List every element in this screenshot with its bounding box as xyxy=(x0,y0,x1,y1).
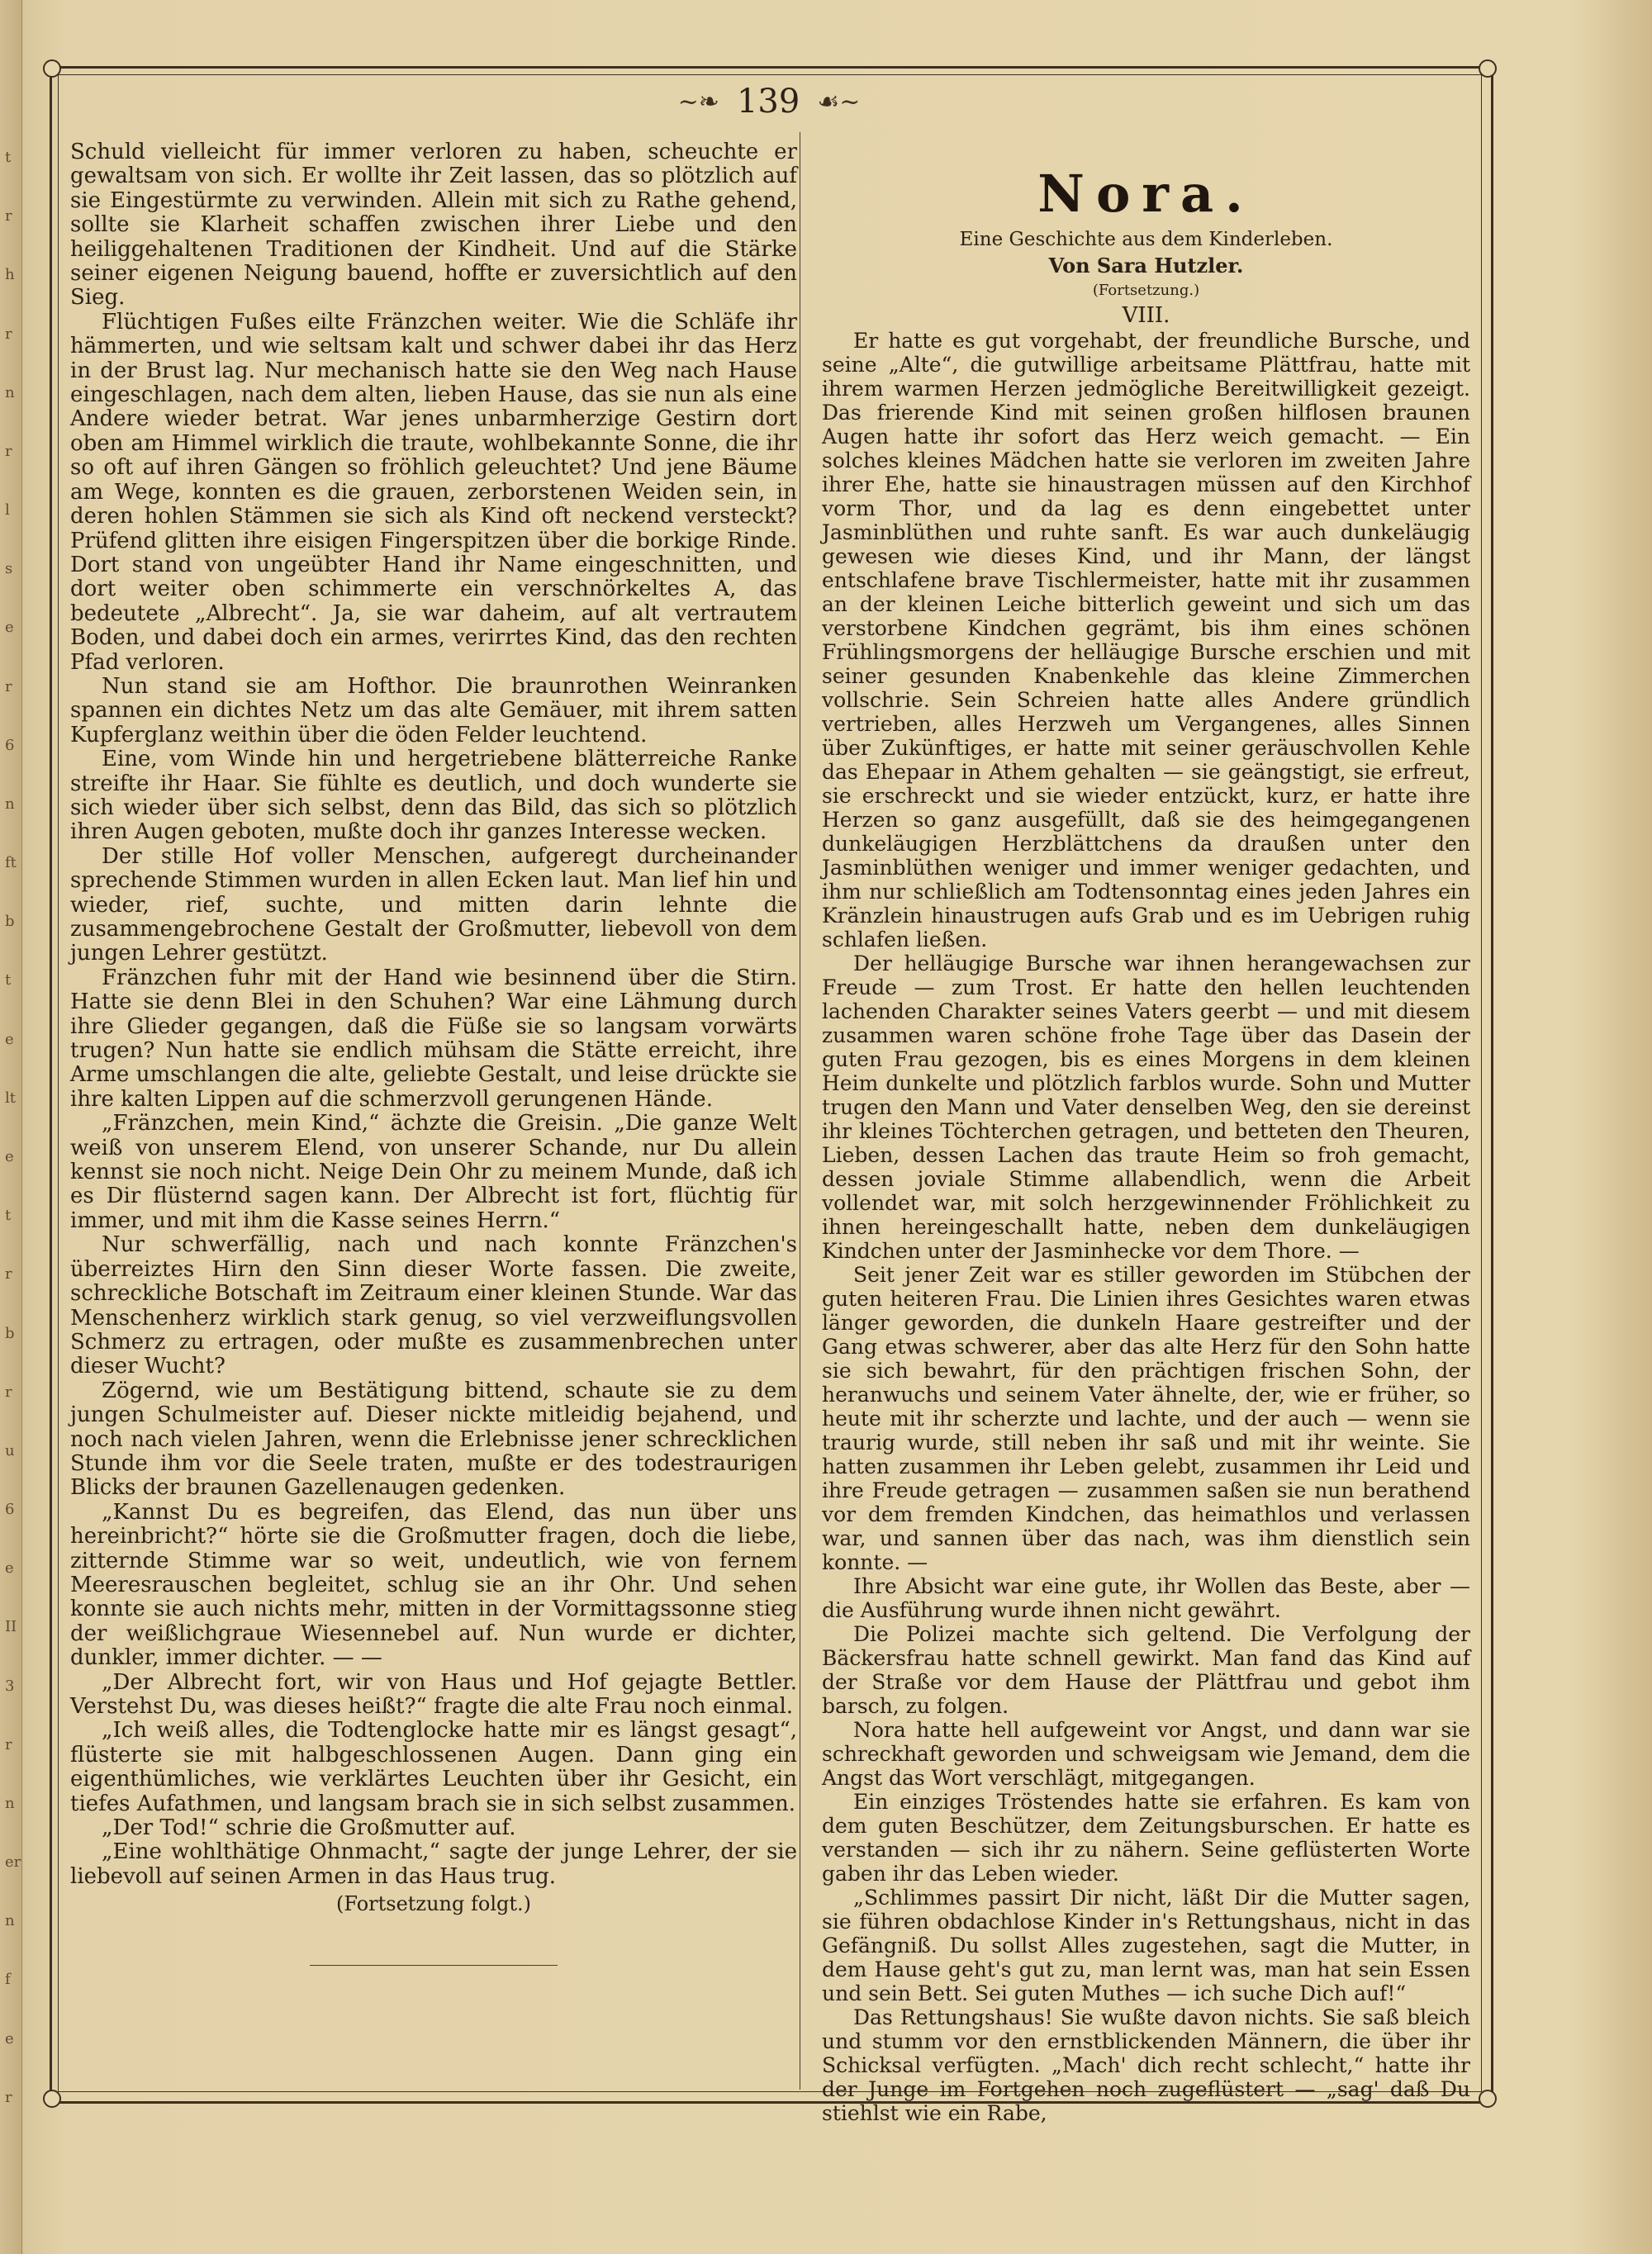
margin-letter: ft xyxy=(5,854,17,872)
margin-letter: n xyxy=(5,795,15,813)
paragraph: Schuld vielleicht für immer verloren zu haben, scheuchte er gewaltsam von sich. Er wollte ihr Zeit lassen, das so plötzlich auf sie Eingestürmte zu verwinden. Allein mit sich zu Rathe gehend, sollte sie Klarheit schaffen zwischen ihrer Liebe und den heiliggehaltenen Traditionen der Kindheit. Und auf die Stärke seiner eigenen Neigung bauend, hoffte er zuversichtlich auf den Sieg. xyxy=(70,140,797,311)
margin-letter: 6 xyxy=(5,1501,15,1519)
margin-letter: r xyxy=(5,1735,12,1753)
frame-corner-ornament xyxy=(1479,2090,1497,2108)
end-rule xyxy=(310,1965,558,1966)
margin-letter: e xyxy=(5,1030,14,1048)
paragraph: Der stille Hof voller Menschen, aufgeregt durcheinander sprechende Stimmen wurden in allen Ecken laut. Man lief hin und wieder, rief, suchte, und mitten darin lehnte die zusammengebrochene Gestalt der Großmutter, liebevoll von dem jungen Lehrer gestützt. xyxy=(70,843,797,966)
paragraph: Flüchtigen Fußes eilte Fränzchen weiter. Wie die Schläfe ihr hämmerten, und wie seltsam kalt und schwer dabei ihr das Herz in der Brust lag. Nur mechanisch hatte sie den Weg nach Hause eingeschlagen, nach dem alten, lieben Hause, das sie nun als eine Andere wieder betrat. War jenes unbarmherzige Gestirn dort oben am Himmel wirklich die traute, wohlbekannte Sonne, die ihr so oft auf ihren Gängen so fröhlich geleuchtet? Und jene Bäume am Wege, konnten es die grauen, zerborstenen Weiden sein, in deren hohlen Stämmen sie sich als Kind oft neckend versteckt? Prüfend glitten ihre eisigen Fingerspitzen über die borkige Rinde. Dort stand von ungeübter Hand ihr Name eingeschnitten, und dort weiter oben schimmerte ein verschnörkeltes A, das bedeutete „Albrecht“. Ja, sie war daheim, auf alt vertrautem Boden, und dabei doch ein armes, verirrtes Kind, das den rechten Pfad verloren. xyxy=(70,309,797,675)
margin-letter: r xyxy=(5,1265,12,1284)
left-flourish-icon: ~❧ xyxy=(677,87,719,116)
margin-letter: lt xyxy=(5,1089,16,1107)
margin-letter: II xyxy=(5,1618,17,1636)
paragraph: Er hatte es gut vorgehabt, der freundliche Bursche, und seine „Alte“, die gutwillige arbeitsame Plättfrau, hatte mit ihrem warmen Herzen jedmögliche Bereitwilligkeit gezeigt. Das frierende Kind mit seinen großen hilflosen braunen Augen hatte ihr sofort das Herz weich gemacht. — Ein solches kleines Mädchen hatte sie verloren im zweiten Jahre ihrer Ehe, hatte sie hinaustragen müssen auf den Kirchhof vorm Thor, und da lag es denn eingebettet unter Jasminblüthen und ruhte sanft. Es war auch dunkeläugig gewesen wie dieses Kind, und ihr Mann, der längst entschlafene brave Tischlermeister, hatte mit ihr zusammen an der kleinen Leiche bitterlich geweint und sich um das verstorbene Kindchen gegrämt, bis ihm eines schönen Frühlingsmorgens der helläugige Bursche erschien und mit seiner gesunden Knabenkehle das kleine Zimmerchen vollschrie. Sein Schreien hatte alles Andere gründlich vertrieben, alles Herzweh um Vergangenes, alles Sinnen über Zukünftiges, er hatte mit seiner geräuschvollen Kehle das Ehepaar in Athem gehalten — sie geängstigt, sie erfreut, sie erschreckt und sie wieder entzückt, kurz, er hatte ihre Herzen so ganz ausgefüllt, daß sie des heimgegangenen dunkeläugigen Herzblättchens da draußen unter den Jasminblüthen weniger und immer weniger gedachten, und ihm nur schließlich am Todtensonntag eines jeden Jahres ein Kränzlein hinaustrugen aufs Grab und es im Uebrigen ruhig schlafen ließen. xyxy=(822,329,1470,951)
margin-letter: b xyxy=(5,1324,15,1342)
margin-letter: e xyxy=(5,2029,14,2048)
page-number: 139 xyxy=(736,83,800,121)
adjacent-page-strip xyxy=(0,0,22,2254)
margin-letter: r xyxy=(5,677,12,695)
margin-letter: e xyxy=(5,1148,14,1165)
paragraph: Die Polizei machte sich geltend. Die Verfolgung der Bäckersfrau hatte schnell gewirkt. Man fand das Kind auf der Straße vor dem Hause der Plättfrau und gebot ihm barsch, zu folgen. xyxy=(822,1622,1470,1718)
paragraph: „Fränzchen, mein Kind,“ ächzte die Greisin. „Die ganze Welt weiß von unserem Elend, von unserer Schande, nur Du allein kennst sie noch nicht. Neige Dein Ohr zu meinem Munde, daß ich es Dir flüsternd sagen kann. Der Albrecht ist fort, flüchtig für immer, und mit ihm die Kasse seines Herrn.“ xyxy=(70,1111,797,1233)
margin-letter: r xyxy=(5,325,12,343)
chapter-number: VIII. xyxy=(1122,303,1170,328)
margin-letter: r xyxy=(5,207,12,225)
continuation-label: (Fortsetzung.) xyxy=(1092,282,1200,299)
margin-letter: e xyxy=(5,619,14,637)
paragraph: Nun stand sie am Hofthor. Die braunrothen Weinranken spannen ein dichtes Netz um das alte Gemäuer, mit ihrem satten Kupferglanz weithin über die öden Felder leuchtend. xyxy=(70,673,797,747)
paragraph: Eine, vom Winde hin und hergetriebene blätterreiche Ranke streifte ihr Haar. Sie fühlte es deutlich, und doch wunderte sie sich wieder über sich selbst, denn das Bild, das sich so plötzlich ihren Augen geboten, mußte doch ihr ganzes Interesse wecken. xyxy=(70,747,797,845)
paragraph: Der helläugige Bursche war ihnen herangewachsen zur Freude — zum Trost. Er hatte den hellen leuchtenden lachenden Charakter seines Vaters geerbt — und mit diesem zusammen waren schöne frohe Tage über das Dasein der guten Frau gezogen, bis es eines Morgens in dem kleinen Heim dunkelte und plötzlich farblos wurde. Sohn und Mutter trugen den Mann und Vater denselben Weg, den sie dereinst ihr kleines Töchterchen getragen, und betteten den Theuren, Lieben, dessen Lachen das traute Heim so froh gemacht, dessen joviale Stimme allabendlich, wenn die Arbeit vollendet war, mit solch herzgewinnender Fröhlichkeit zu ihnen hereingeschallt hatte, neben dem dunkeläugigen Kindchen unter der Jasminhecke vor dem Thore. — xyxy=(822,951,1470,1263)
paragraph: Seit jener Zeit war es stiller geworden im Stübchen der guten heiteren Frau. Die Linien ihres Gesichtes waren etwas länger geworden, die dunkeln Haare gestreifter und der Gang etwas schwerer, aber das alte Herz für den Sohn hatte sie sich bewahrt, für den prächtigen frischen Sohn, der heranwuchs und seinem Vater ähnelte, der, wie er früher, so heute mit ihr scherzte und lachte, und der auch — wenn sie traurig wurde, still neben ihr saß und mit ihr weinte. Sie hatten zusammen ihr Leben gelebt, zusammen ihr Leid und ihre Freude getragen — zusammen saßen sie nun berathend vor dem fremden Kindchen, das heimathlos und verlassen war, und sannen über das nach, was ihm dienstlich sein konnte. — xyxy=(822,1263,1470,1574)
frame-corner-ornament xyxy=(1479,59,1497,78)
paragraph: Nora hatte hell aufgeweint vor Angst, und dann war sie schreckhaft geworden und schweigsam wie Jemand, dem die Angst das Wort verschlägt, mitgegangen. xyxy=(822,1718,1470,1790)
right-column xyxy=(822,165,1470,2125)
paragraph: Ihre Absicht war eine gute, ihr Wollen das Beste, aber — die Ausführung wurde ihnen nicht gewährt. xyxy=(822,1574,1470,1622)
margin-letter: n xyxy=(5,383,15,401)
margin-letter: 3 xyxy=(5,1677,15,1695)
margin-letter: b xyxy=(5,913,15,931)
margin-letter: u xyxy=(5,1441,15,1459)
frame-corner-ornament xyxy=(43,2090,61,2108)
margin-letter: r xyxy=(5,1383,12,1401)
paragraph: „Der Tod!“ schrie die Großmutter auf. xyxy=(102,1815,516,1841)
paragraph: Das Rettungshaus! Sie wußte davon nichts. Sie saß bleich und stumm vor den ernstblickenden Männern, die über ihr Schicksal verfügten. „Mach' dich recht schlecht,“ hatte ihr der Junge im Fortgehen noch zugeflüstert — „sag' daß Du stiehlst wie ein Rabe, xyxy=(822,2005,1470,2125)
margin-letter: t xyxy=(5,1207,12,1225)
margin-letter: n xyxy=(5,1794,15,1812)
margin-letter: f xyxy=(5,1971,11,1989)
frame-corner-ornament xyxy=(43,59,61,78)
margin-letter: s xyxy=(5,560,13,578)
paragraph: „Schlimmes passirt Dir nicht, läßt Dir die Mutter sagen, sie führen obdachlose Kinder in's Rettungshaus, nicht in das Gefängniß. Du sollst Alles zugestehen, sagt die Mutter, in dem Hause geht's gut zu, man lernt was, man hat sein Essen und sein Bett. Sei guten Muthes — ich suche Dich auf!“ xyxy=(822,1886,1470,2005)
margin-letter: n xyxy=(5,1912,15,1930)
paragraph: „Eine wohlthätige Ohnmacht,“ sagte der junge Lehrer, der sie liebevoll auf seinen Armen in das Haus trug. xyxy=(70,1839,797,1889)
paragraph: Fränzchen fuhr mit der Hand wie besinnend über die Stirn. Hatte sie denn Blei in den Schuhen? War eine Lähmung durch ihre Glieder gegangen, daß die Füße sie so langsam vorwärts trugen? Nun hatte sie endlich mühsam die Stätte erreicht, ihre Arme umschlangen die alte, geliebte Gestalt, und leise drückte sie ihre kalten Lippen auf die schmerzvoll gerungenen Hände. xyxy=(70,965,797,1112)
margin-letter: er xyxy=(5,1853,21,1872)
margin-letter: 6 xyxy=(5,736,15,754)
margin-letter: l xyxy=(5,501,10,520)
story-title: Nora. xyxy=(1037,164,1255,224)
continuation-note: (Fortsetzung folgt.) xyxy=(336,1892,531,1916)
margin-letter: t xyxy=(5,971,12,989)
story-byline: Von Sara Hutzler. xyxy=(1048,254,1244,278)
paragraph: „Der Albrecht fort, wir von Haus und Hof gejagte Bettler. Verstehst Du, was dieses heißt?“ fragte die alte Frau noch einmal. xyxy=(70,1669,797,1719)
story-subtitle: Eine Geschichte aus dem Kinderleben. xyxy=(959,229,1333,250)
paragraph: Nur schwerfällig, nach und nach konnte Fränzchen's überreiztes Hirn den Sinn dieser Worte fassen. Die zweite, schreckliche Botschaft im Zeitraum einer kleinen Stunde. War das Menschenherz wirklich stark genug, so viel verzweiflungsvollen Schmerz zu ertragen, oder mußte es zusammenbrechen unter dieser Wucht? xyxy=(70,1232,797,1379)
margin-letter: t xyxy=(5,149,12,166)
page-header xyxy=(58,83,1480,132)
left-column xyxy=(70,140,797,1966)
margin-letter: h xyxy=(5,266,15,284)
right-flourish-icon: ☙~ xyxy=(817,87,861,116)
margin-letter: e xyxy=(5,1559,14,1578)
margin-letter: r xyxy=(5,442,12,460)
margin-letter: r xyxy=(5,2088,12,2106)
paragraph: Ein einziges Tröstendes hatte sie erfahren. Es kam von dem guten Beschützer, dem Zeitungsburschen. Er hatte es verstanden — sich ihr zu nähern. Seine geflüsterten Worte gaben ihr das Leben wieder. xyxy=(822,1790,1470,1886)
paragraph: „Ich weiß alles, die Todtenglocke hatte mir es längst gesagt“, flüsterte sie mit halbgeschlossenen Augen. Dann ging ein eigenthümliches, wie verklärtes Leuchten über ihr Gesicht, ein tiefes Aufathmen, und langsam brach sie in sich selbst zusammen. xyxy=(70,1718,797,1816)
paragraph: „Kannst Du es begreifen, das Elend, das nun über uns hereinbricht?“ hörte sie die Großmutter fragen, doch die liebe, zitternde Stimme war so weit, undeutlich, wie von fernem Meeresrauschen begleitet, schlug sie an ihr Ohr. Und sehen konnte sie auch nichts mehr, mitten in der Vormittagssonne stieg der weißlichgraue Wiesennebel auf. Nun wurde er dichter, dunkler, immer dichter. — — xyxy=(70,1499,797,1671)
paragraph: Zögernd, wie um Bestätigung bittend, schaute sie zu dem jungen Schulmeister auf. Dieser nickte mitleidig bejahend, und noch nach vielen Jahren, wenn die Erlebnisse jener schrecklichen Stunde ihm vor die Seele traten, mußte er des todestraurigen Blicks der braunen Gazellenaugen gedenken. xyxy=(70,1378,797,1501)
